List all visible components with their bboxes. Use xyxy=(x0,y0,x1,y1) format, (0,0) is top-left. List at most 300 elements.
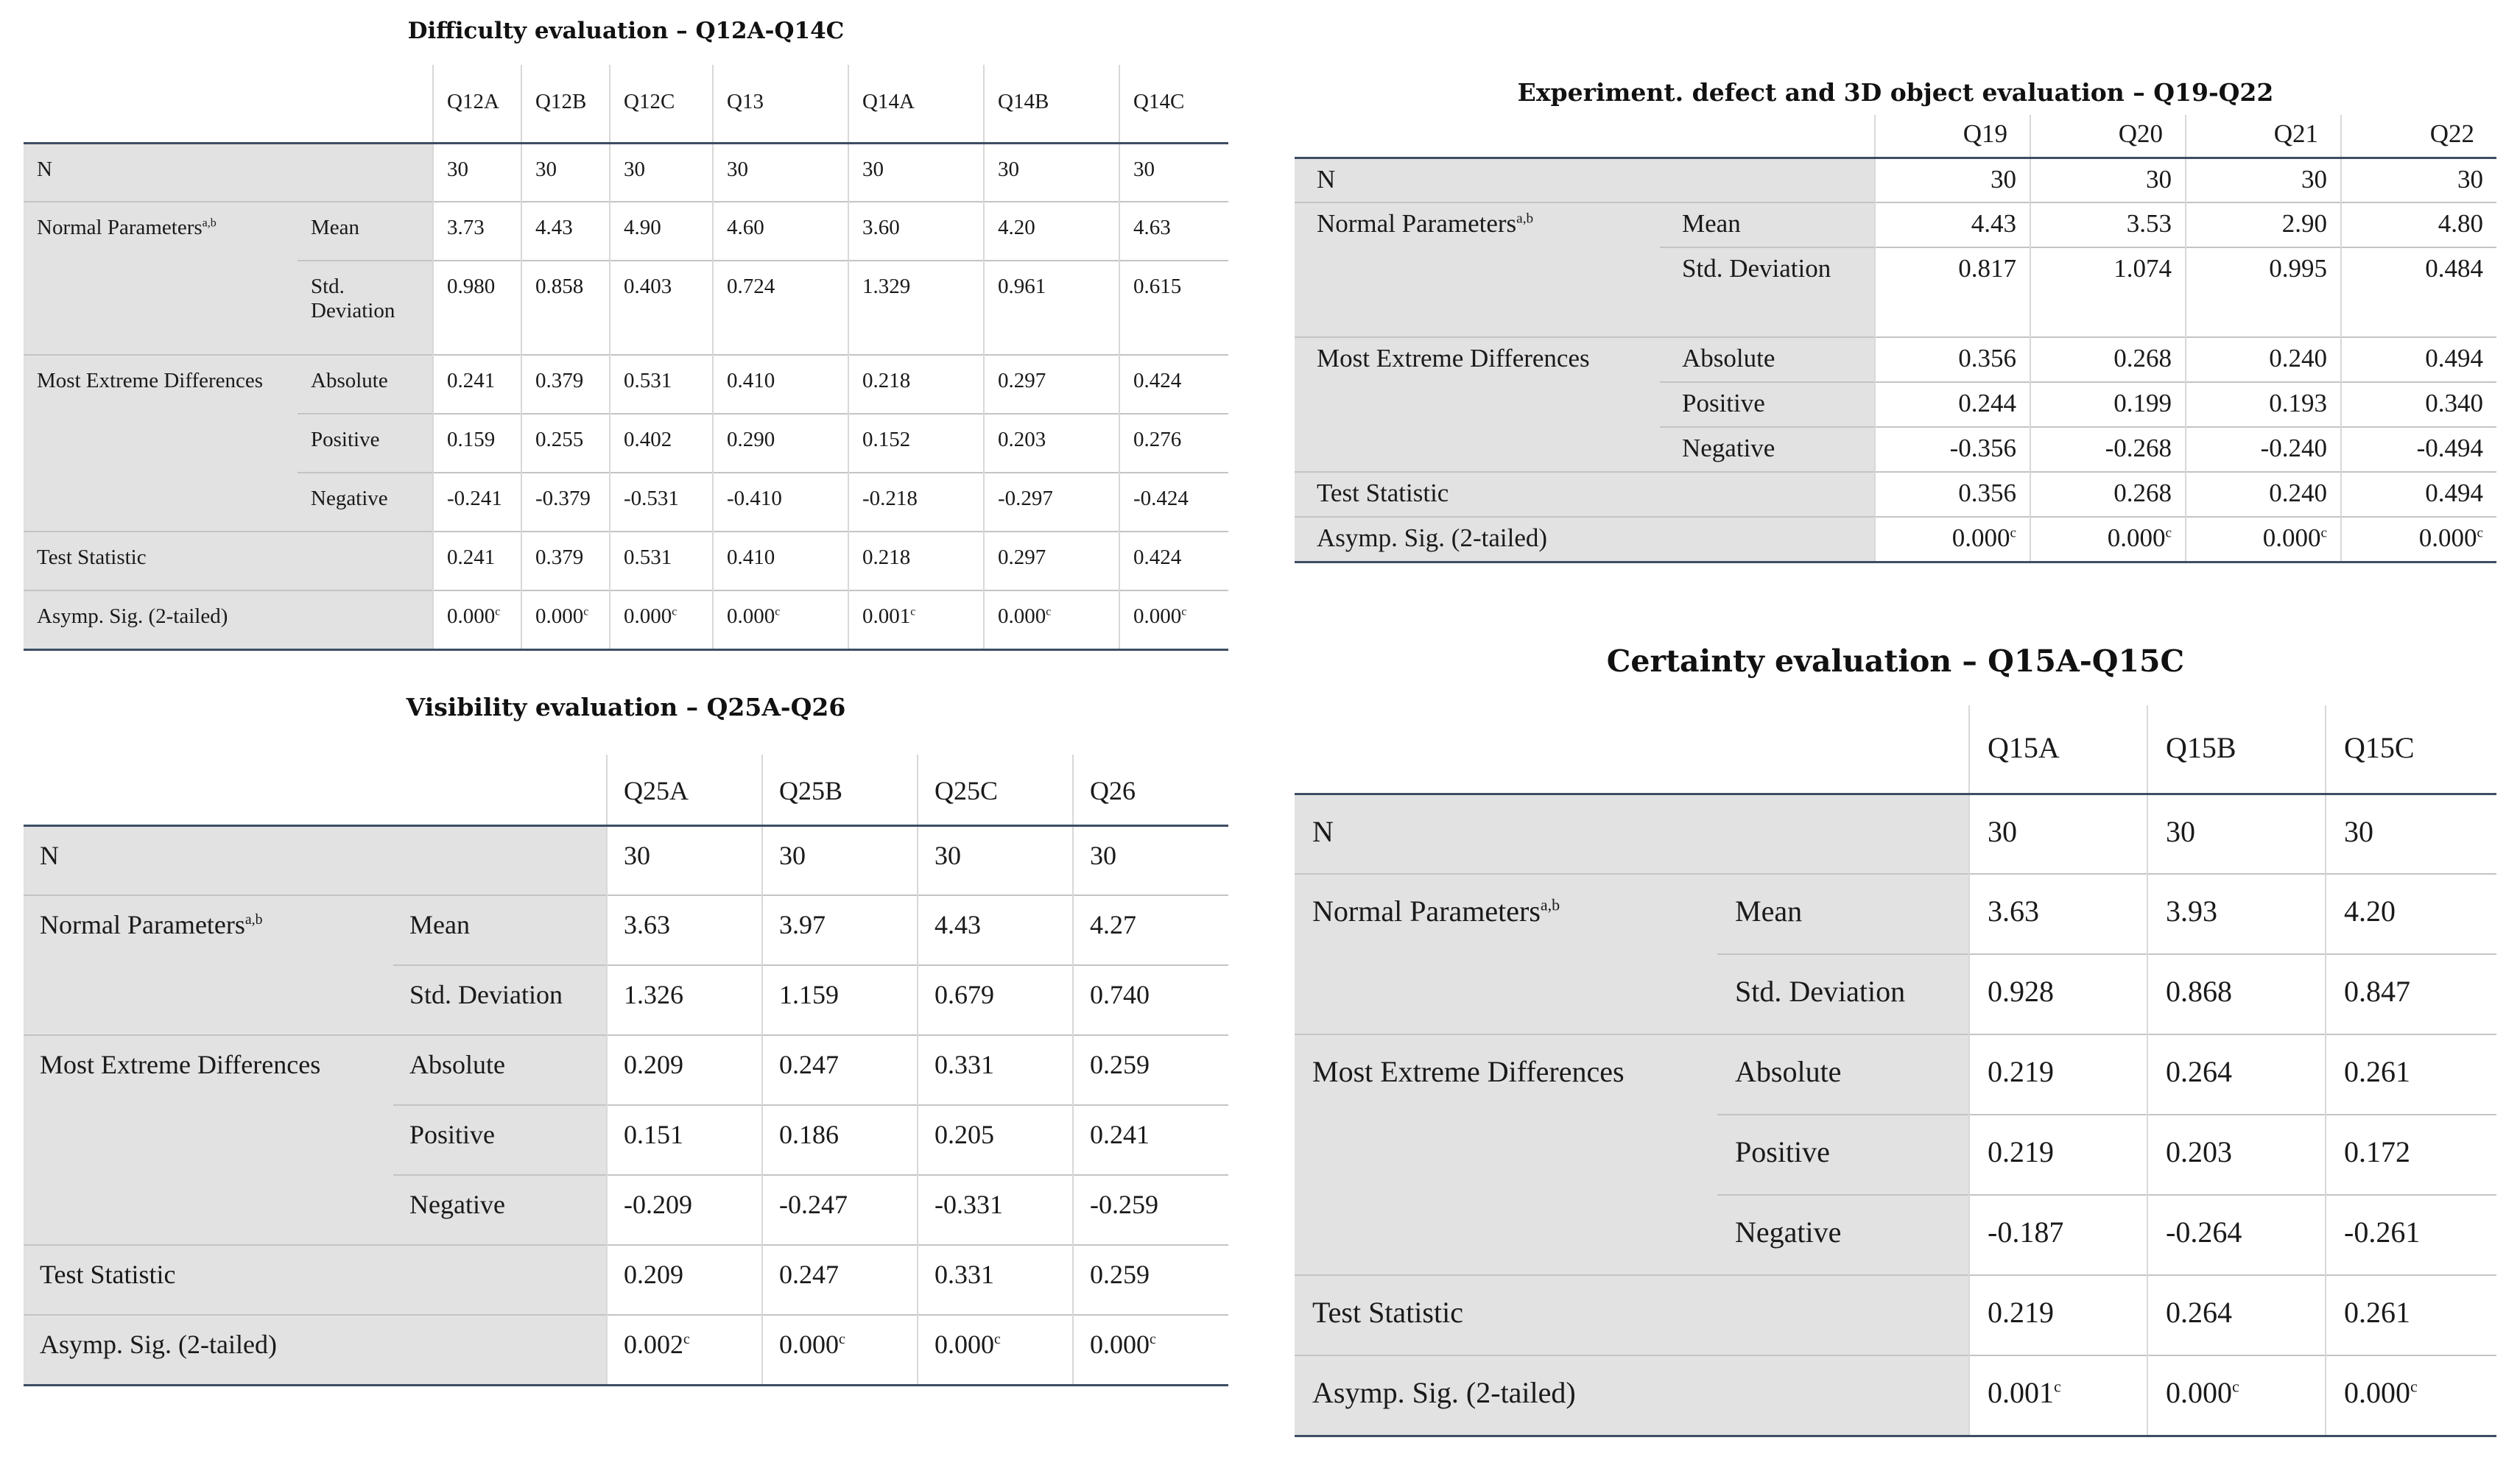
value-text: 0.247 xyxy=(779,1050,839,1079)
value-text: -0.240 xyxy=(2260,434,2327,462)
header-corner xyxy=(1295,705,1969,794)
row-group-text: Normal Parameters xyxy=(1312,895,1541,928)
row-stat-label xyxy=(1717,794,1969,874)
value-cell xyxy=(607,825,762,895)
value-text: 0.268 xyxy=(2114,344,2172,373)
value-cell xyxy=(1875,472,2030,517)
value-text: 0.356 xyxy=(1958,479,2016,507)
value-cell xyxy=(1969,954,2147,1034)
value-text: 0.244 xyxy=(1958,389,2016,417)
panel-title: Experiment. defect and 3D object evaluation – Q19-Q22 xyxy=(1517,78,2274,107)
value-cell xyxy=(1969,794,2147,874)
value-cell xyxy=(2186,337,2341,382)
value-cell xyxy=(1875,158,2030,202)
value-text: 0.402 xyxy=(624,428,672,451)
value-text: 30 xyxy=(727,157,748,181)
row-stat-label: Std. Deviation xyxy=(298,261,433,355)
value-text: 0.858 xyxy=(535,275,584,298)
footnote-mark: a,b xyxy=(244,911,263,928)
value-cell xyxy=(713,590,848,649)
value-text: 0.001 xyxy=(1988,1376,2054,1409)
row-group-text: Asymp. Sig. (2-tailed) xyxy=(40,1330,277,1359)
value-cell xyxy=(762,1035,918,1105)
value-text: -0.218 xyxy=(862,487,918,510)
value-cell xyxy=(433,414,521,473)
value-text: 0.264 xyxy=(2166,1055,2232,1088)
row-group-text: Normal Parameters xyxy=(37,216,203,239)
table-row xyxy=(1295,382,2496,427)
value-text: 0.868 xyxy=(2166,975,2232,1008)
value-text: 0.151 xyxy=(624,1120,683,1149)
value-cell xyxy=(2326,1355,2496,1436)
value-text: 0.000 xyxy=(2418,523,2477,552)
value-cell xyxy=(521,355,610,414)
value-text: 3.93 xyxy=(2166,895,2217,928)
row-group-label xyxy=(24,1035,393,1105)
row-group-label xyxy=(1295,382,1660,427)
value-text: 0.264 xyxy=(2166,1296,2232,1329)
value-cell xyxy=(1969,874,2147,954)
value-cell xyxy=(848,590,984,649)
value-cell xyxy=(1073,895,1228,965)
value-cell xyxy=(521,414,610,473)
value-cell xyxy=(1875,202,2030,247)
value-text: 0.240 xyxy=(2269,479,2327,507)
row-group-label xyxy=(24,414,298,473)
table-row xyxy=(24,1245,1228,1315)
value-text: 4.90 xyxy=(624,216,661,239)
table-row xyxy=(1295,158,2496,202)
value-text: 0.424 xyxy=(1133,546,1182,569)
table-row xyxy=(1295,1115,2496,1195)
value-cell xyxy=(2186,382,2341,427)
value-text: 0.219 xyxy=(1988,1055,2054,1088)
value-text: 0.379 xyxy=(535,369,584,392)
table-row xyxy=(24,202,1228,261)
value-cell xyxy=(762,965,918,1035)
value-text: 0.205 xyxy=(935,1120,994,1149)
value-cell xyxy=(2186,247,2341,337)
column-header: Q12C xyxy=(610,65,713,143)
row-group-label xyxy=(1295,1034,1717,1115)
value-cell xyxy=(2186,472,2341,517)
row-group-label xyxy=(24,532,298,590)
value-text: 0.199 xyxy=(2114,389,2172,417)
table-row xyxy=(24,473,1228,532)
row-group-label xyxy=(1295,247,1660,337)
value-cell xyxy=(2147,1034,2326,1115)
column-header: Q21 xyxy=(2186,115,2341,158)
table-row xyxy=(24,261,1228,355)
table-row xyxy=(1295,472,2496,517)
value-cell xyxy=(2147,1195,2326,1275)
value-cell xyxy=(2341,337,2496,382)
footnote-mark: c xyxy=(839,1331,845,1347)
difficulty-evaluation-panel xyxy=(24,13,1228,646)
column-header: Q13 xyxy=(713,65,848,143)
value-cell xyxy=(2030,382,2186,427)
row-stat-label xyxy=(1717,1355,1969,1436)
row-stat-label: Negative xyxy=(298,473,433,532)
value-cell xyxy=(848,473,984,532)
value-text: 4.27 xyxy=(1090,910,1136,939)
value-text: 0.261 xyxy=(2344,1055,2410,1088)
value-text: -0.410 xyxy=(727,487,782,510)
footnote-mark: c xyxy=(2320,525,2327,541)
value-cell xyxy=(1969,1115,2147,1195)
value-cell xyxy=(2341,382,2496,427)
value-cell xyxy=(713,143,848,202)
column-header: Q15B xyxy=(2147,705,2326,794)
row-stat-label xyxy=(298,590,433,649)
value-cell xyxy=(984,414,1119,473)
header-row xyxy=(24,65,1228,143)
value-cell xyxy=(2030,337,2186,382)
row-group-label xyxy=(24,261,298,355)
row-stat-label: Negative xyxy=(393,1175,607,1245)
value-text: 0.615 xyxy=(1133,275,1182,298)
row-stat-label xyxy=(298,532,433,590)
value-cell xyxy=(433,261,521,355)
value-cell xyxy=(2341,517,2496,562)
row-group-label xyxy=(1295,427,1660,472)
value-text: 30 xyxy=(1988,814,2017,848)
value-text: 1.074 xyxy=(2114,254,2172,283)
table-row xyxy=(1295,1275,2496,1355)
value-cell xyxy=(2030,202,2186,247)
value-cell xyxy=(762,895,918,965)
value-text: 0.000 xyxy=(2344,1376,2410,1409)
value-text: 30 xyxy=(447,157,468,181)
value-text: 0.240 xyxy=(2269,344,2327,373)
value-text: 30 xyxy=(535,157,557,181)
row-stat-label xyxy=(1660,517,1875,562)
row-group-text: Test Statistic xyxy=(37,546,147,569)
row-group-label xyxy=(1295,874,1717,954)
row-stat-label: Mean xyxy=(298,202,433,261)
row-stat-label xyxy=(393,825,607,895)
row-group-text: Asymp. Sig. (2-tailed) xyxy=(37,604,228,628)
value-cell xyxy=(984,143,1119,202)
footnote-mark: a,b xyxy=(1540,895,1560,914)
value-cell xyxy=(848,355,984,414)
value-text: 30 xyxy=(2146,164,2172,194)
column-header: Q25A xyxy=(607,755,762,825)
value-text: 0.241 xyxy=(447,369,496,392)
value-cell xyxy=(1969,1355,2147,1436)
value-text: 3.60 xyxy=(862,216,900,239)
value-text: 0.817 xyxy=(1958,254,2016,283)
value-cell xyxy=(1969,1034,2147,1115)
row-group-text: Test Statistic xyxy=(1312,1296,1463,1329)
value-cell xyxy=(1119,261,1228,355)
table-row xyxy=(24,1035,1228,1105)
table-row xyxy=(1295,427,2496,472)
value-cell xyxy=(2030,472,2186,517)
value-text: 0.203 xyxy=(2166,1135,2232,1168)
value-cell xyxy=(607,965,762,1035)
value-cell xyxy=(2186,517,2341,562)
row-group-text: Most Extreme Differences xyxy=(37,369,264,392)
value-text: 0.340 xyxy=(2425,389,2483,417)
row-group-text: Test Statistic xyxy=(1317,479,1449,507)
value-cell xyxy=(2030,427,2186,472)
value-text: 30 xyxy=(1090,840,1116,870)
row-stat-label: Mean xyxy=(1717,874,1969,954)
table-row xyxy=(24,1315,1228,1385)
header-row xyxy=(24,755,1228,825)
row-stat-label: Positive xyxy=(1660,382,1875,427)
column-header: Q15C xyxy=(2326,705,2496,794)
value-text: 3.97 xyxy=(779,910,826,939)
value-text: 0.410 xyxy=(727,546,775,569)
value-cell xyxy=(848,532,984,590)
value-cell xyxy=(762,1105,918,1175)
value-text: 0.980 xyxy=(447,275,496,298)
value-cell xyxy=(713,473,848,532)
value-cell xyxy=(2326,1034,2496,1115)
table-row xyxy=(24,355,1228,414)
value-text: 0.000 xyxy=(2262,523,2321,552)
row-stat-label: Std. Deviation xyxy=(393,965,607,1035)
value-text: 0.000 xyxy=(1951,523,2010,552)
value-cell xyxy=(713,355,848,414)
value-cell xyxy=(918,965,1073,1035)
value-text: -0.268 xyxy=(2105,434,2172,462)
footnote-mark: c xyxy=(910,605,916,618)
value-text: 0.276 xyxy=(1133,428,1182,451)
value-text: 0.209 xyxy=(624,1050,683,1079)
value-text: 4.63 xyxy=(1133,216,1171,239)
row-stat-label xyxy=(1660,158,1875,202)
value-text: -0.531 xyxy=(624,487,679,510)
value-text: 1.326 xyxy=(624,980,683,1009)
value-text: 30 xyxy=(624,840,650,870)
value-cell xyxy=(607,1315,762,1385)
value-cell xyxy=(610,532,713,590)
value-cell xyxy=(762,1315,918,1385)
column-header: Q22 xyxy=(2341,115,2496,158)
footnote-mark: c xyxy=(683,1331,690,1347)
value-text: 0.261 xyxy=(2344,1296,2410,1329)
value-cell xyxy=(2326,794,2496,874)
value-cell xyxy=(1119,143,1228,202)
row-group-text: Asymp. Sig. (2-tailed) xyxy=(1317,523,1548,552)
value-text: 30 xyxy=(779,840,806,870)
footnote-mark: c xyxy=(1181,605,1187,618)
footnote-mark: c xyxy=(2054,1377,2061,1396)
value-cell xyxy=(521,143,610,202)
value-cell xyxy=(918,825,1073,895)
value-cell xyxy=(521,202,610,261)
value-cell xyxy=(2326,1195,2496,1275)
row-group-label xyxy=(1295,1355,1717,1436)
value-cell xyxy=(610,261,713,355)
value-text: 4.60 xyxy=(727,216,764,239)
table-row xyxy=(24,965,1228,1035)
row-stat-label: Absolute xyxy=(1717,1034,1969,1115)
row-stat-label: Positive xyxy=(393,1105,607,1175)
value-text: 0.001 xyxy=(862,604,911,628)
value-text: 0.494 xyxy=(2425,344,2483,373)
table-row xyxy=(24,895,1228,965)
footnote-mark: a,b xyxy=(1516,211,1534,227)
value-text: -0.259 xyxy=(1090,1190,1158,1219)
column-header: Q20 xyxy=(2030,115,2186,158)
value-cell xyxy=(607,1245,762,1315)
row-group-label xyxy=(24,895,393,965)
value-cell xyxy=(713,414,848,473)
column-header: Q15A xyxy=(1969,705,2147,794)
footnote-mark: c xyxy=(2232,1377,2239,1396)
value-cell xyxy=(918,895,1073,965)
value-text: 0.379 xyxy=(535,546,584,569)
value-text: 0.679 xyxy=(935,980,994,1009)
value-text: 2.90 xyxy=(2281,209,2327,238)
row-group-label xyxy=(24,1315,393,1385)
value-text: 1.159 xyxy=(779,980,839,1009)
value-cell xyxy=(433,143,521,202)
row-stat-label: Negative xyxy=(1660,427,1875,472)
header-row xyxy=(1295,705,2496,794)
row-group-label xyxy=(1295,202,1660,247)
value-cell xyxy=(984,202,1119,261)
column-header: Q14A xyxy=(848,65,984,143)
value-cell xyxy=(2147,1275,2326,1355)
row-stat-label: Absolute xyxy=(393,1035,607,1105)
value-text: 0.219 xyxy=(1988,1296,2054,1329)
value-text: -0.331 xyxy=(935,1190,1003,1219)
value-text: 0.484 xyxy=(2425,254,2483,283)
value-text: 30 xyxy=(624,157,645,181)
value-text: 4.80 xyxy=(2438,209,2483,238)
value-cell xyxy=(918,1245,1073,1315)
value-text: 0.193 xyxy=(2269,389,2327,417)
value-cell xyxy=(2186,158,2341,202)
column-header: Q14C xyxy=(1119,65,1228,143)
value-text: 4.20 xyxy=(998,216,1035,239)
table-row xyxy=(24,590,1228,649)
value-text: 0.297 xyxy=(998,369,1046,392)
value-cell xyxy=(2147,874,2326,954)
row-group-label xyxy=(24,473,298,532)
value-cell xyxy=(521,590,610,649)
value-cell xyxy=(1073,1245,1228,1315)
value-text: 0.297 xyxy=(998,546,1046,569)
table-row xyxy=(24,143,1228,202)
row-group-label xyxy=(1295,517,1660,562)
footnote-mark: c xyxy=(2410,1377,2418,1396)
row-stat-label: Mean xyxy=(1660,202,1875,247)
value-text: 4.43 xyxy=(535,216,573,239)
row-group-label xyxy=(24,1105,393,1175)
column-header: Q19 xyxy=(1875,115,2030,158)
table-row xyxy=(1295,794,2496,874)
value-cell xyxy=(2186,427,2341,472)
table-row xyxy=(24,414,1228,473)
value-cell xyxy=(607,1035,762,1105)
footnote-mark: c xyxy=(1150,1331,1156,1347)
value-text: 0.000 xyxy=(1133,604,1182,628)
value-cell xyxy=(2326,1115,2496,1195)
value-text: 0.410 xyxy=(727,369,775,392)
value-text: 0.424 xyxy=(1133,369,1182,392)
value-cell xyxy=(1119,414,1228,473)
value-cell xyxy=(607,1175,762,1245)
value-cell xyxy=(1073,1315,1228,1385)
row-group-label xyxy=(1295,954,1717,1034)
value-cell xyxy=(607,1105,762,1175)
row-group-label xyxy=(1295,1115,1717,1195)
value-cell xyxy=(2147,794,2326,874)
value-cell xyxy=(2030,158,2186,202)
value-text: 0.209 xyxy=(624,1260,683,1289)
value-cell xyxy=(762,825,918,895)
value-text: 0.531 xyxy=(624,369,672,392)
value-text: 0.247 xyxy=(779,1260,839,1289)
column-header: Q12B xyxy=(521,65,610,143)
row-group-text: Normal Parameters xyxy=(1317,209,1517,238)
value-text: 0.000 xyxy=(779,1330,839,1359)
value-cell xyxy=(1969,1195,2147,1275)
value-cell xyxy=(984,261,1119,355)
value-text: 0.000 xyxy=(935,1330,994,1359)
value-text: 0.403 xyxy=(624,275,672,298)
value-cell xyxy=(713,261,848,355)
value-cell xyxy=(848,202,984,261)
row-group-label xyxy=(24,143,298,202)
value-cell xyxy=(1119,590,1228,649)
table-row xyxy=(1295,202,2496,247)
row-stat-label: Std. Deviation xyxy=(1660,247,1875,337)
table-row xyxy=(1295,954,2496,1034)
value-text: 3.63 xyxy=(1988,895,2039,928)
row-group-label xyxy=(1295,794,1717,874)
value-cell xyxy=(610,414,713,473)
value-cell xyxy=(2030,517,2186,562)
row-stat-label: Mean xyxy=(393,895,607,965)
value-text: 0.331 xyxy=(935,1050,994,1079)
value-text: 0.259 xyxy=(1090,1050,1150,1079)
value-text: -0.264 xyxy=(2166,1216,2242,1249)
value-cell xyxy=(1875,382,2030,427)
row-group-label xyxy=(24,1245,393,1315)
table-row xyxy=(1295,247,2496,337)
value-text: 0.000 xyxy=(535,604,584,628)
value-text: -0.356 xyxy=(1949,434,2016,462)
column-header: Q25B xyxy=(762,755,918,825)
value-text: 0.724 xyxy=(727,275,775,298)
value-text: 3.53 xyxy=(2126,209,2172,238)
value-text: 3.73 xyxy=(447,216,485,239)
value-cell xyxy=(918,1105,1073,1175)
column-header: Q26 xyxy=(1073,755,1228,825)
value-text: 0.290 xyxy=(727,428,775,451)
row-group-text: Asymp. Sig. (2-tailed) xyxy=(1312,1376,1576,1409)
value-cell xyxy=(433,590,521,649)
value-cell xyxy=(984,532,1119,590)
table-row xyxy=(24,1105,1228,1175)
value-text: -0.209 xyxy=(624,1190,692,1219)
row-stat-label: Absolute xyxy=(1660,337,1875,382)
value-text: 4.43 xyxy=(1971,209,2016,238)
value-cell xyxy=(1969,1275,2147,1355)
value-cell xyxy=(1073,965,1228,1035)
value-text: 30 xyxy=(862,157,884,181)
table-row xyxy=(24,1175,1228,1245)
table-row xyxy=(1295,1195,2496,1275)
value-cell xyxy=(1875,247,2030,337)
